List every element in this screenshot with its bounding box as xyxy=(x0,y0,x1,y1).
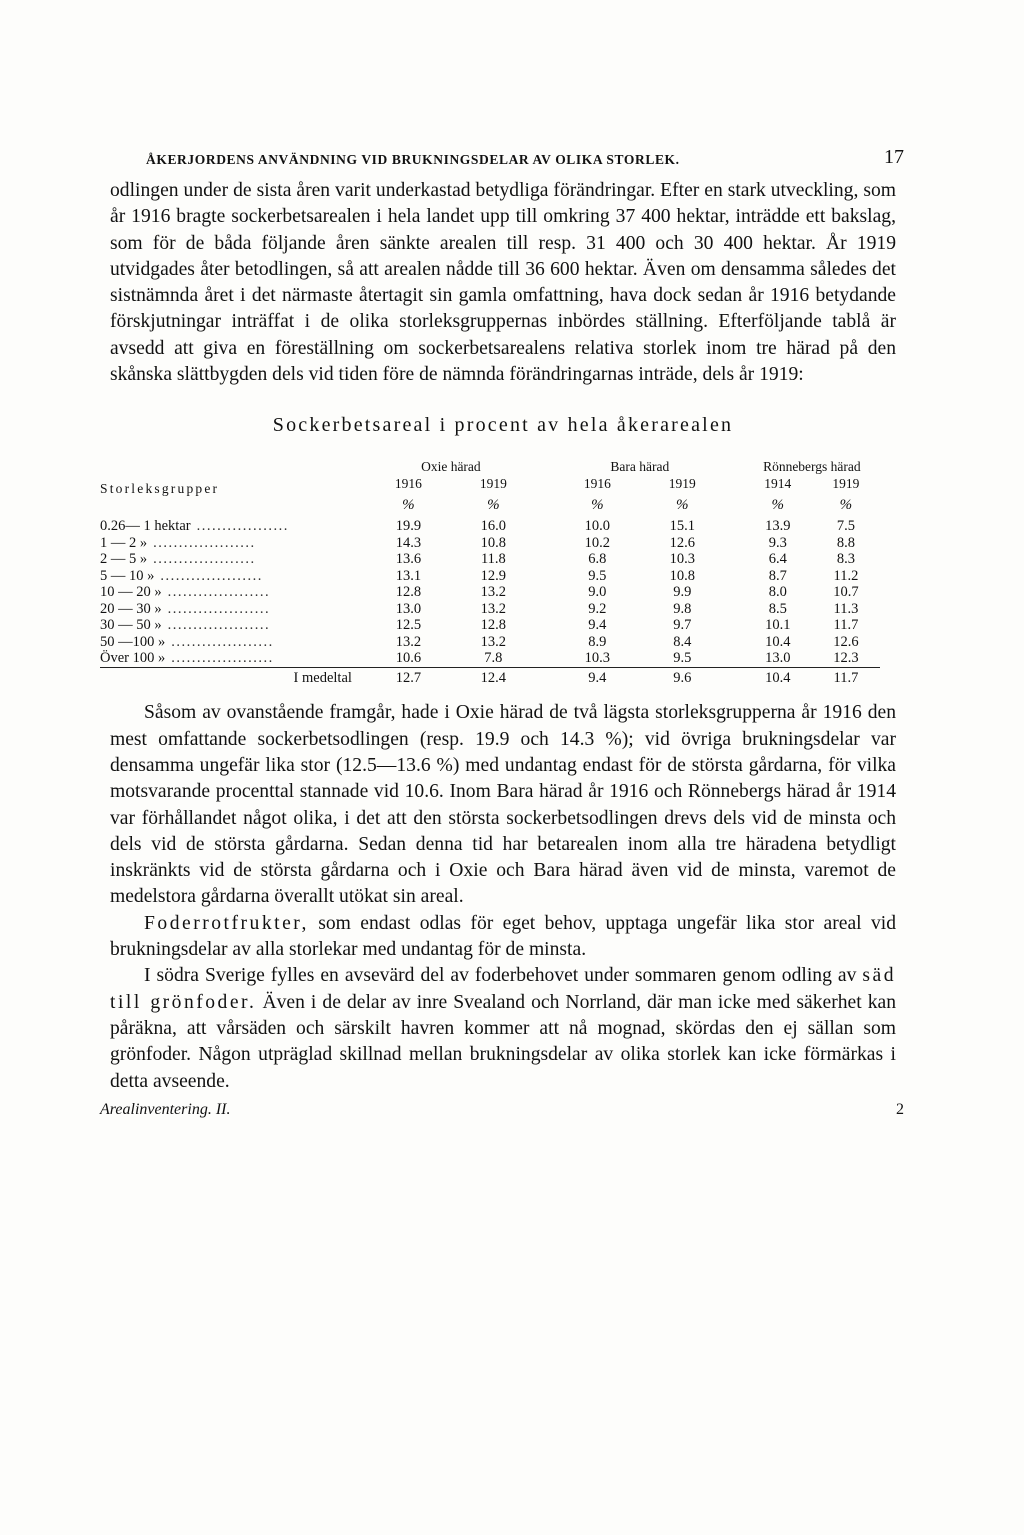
value-cell: 13.2 xyxy=(480,633,507,650)
leader-dots: .................... xyxy=(153,534,256,551)
footer-source: Arealinventering. II. xyxy=(100,1100,231,1118)
paragraph-analysis: Såsom av ovanstående framgår, hade i Oxie härad de två lägsta storleksgrupperna år 1916 den mest omfattande sockerbetsodlingen (resp. 19.9 och 14.3 %); vid övriga brukningsdelar var densamma ungefär lika stor (12.5—13.6 %) med undantag endast för de största gårdarna, för vilka motsvarande procenttal stannade vid 10.6. Inom Bara härad år 1916 och Rönnebergs härad år 1914 var förhållandet något olika, i det att den största sockerbetsodlingen drevs dels vid de minsta och dels vid de största gårdarna. Sedan denna tid har betarealen inom alla tre häradena betydligt inskränkts vid de största gårdarna och i Oxie och Bara härad även vid de minsta, varemot de medelstora gårdarna överallt utökat sin areal. xyxy=(110,702,896,908)
leader-dots: .................... xyxy=(167,600,271,617)
leader-dots: .................... xyxy=(167,584,271,601)
value-cell: 11.7 xyxy=(833,617,859,634)
size-group: 10 — 20 » xyxy=(100,584,162,601)
value-cell: 9.0 xyxy=(588,584,607,601)
percent-unit: % xyxy=(487,497,500,514)
table-row xyxy=(100,634,880,651)
total-cell: 10.4 xyxy=(765,669,791,686)
size-group: 2 — 5 » xyxy=(100,551,148,568)
region-ronneberg: Rönnebergs härad xyxy=(763,459,861,475)
value-cell: 13.2 xyxy=(480,584,507,601)
value-cell: 13.2 xyxy=(395,633,422,650)
row-label xyxy=(100,568,366,585)
percent-unit: % xyxy=(839,497,853,514)
spaced-term: säd till grönfoder. xyxy=(110,965,896,1013)
value-cell: 15.1 xyxy=(669,518,695,535)
leader-dots: .................... xyxy=(160,567,263,584)
size-group: 30 — 50 » xyxy=(100,617,162,634)
leader-dots: .................. xyxy=(196,518,289,535)
value-cell: 9.9 xyxy=(673,584,692,601)
value-cell: 10.8 xyxy=(669,567,695,584)
value-cell: 9.8 xyxy=(673,600,692,617)
paragraph-green-fodder xyxy=(110,963,896,1094)
leader-dots: .................... xyxy=(171,633,274,650)
table-row xyxy=(100,584,880,601)
percent-unit: % xyxy=(402,497,415,514)
value-cell: 12.9 xyxy=(480,567,507,584)
group-label: Storleksgrupper xyxy=(100,480,220,496)
row-label xyxy=(100,518,366,535)
value-cell: 16.0 xyxy=(480,518,507,535)
value-cell: 8.8 xyxy=(836,534,855,551)
year-header: 1919 xyxy=(479,475,507,491)
value-cell: 10.3 xyxy=(669,551,695,568)
value-cell: 11.3 xyxy=(833,600,859,617)
region-oxie: Oxie härad xyxy=(421,459,481,475)
value-cell: 8.3 xyxy=(836,551,855,568)
table-row xyxy=(100,551,880,568)
paragraph-intro: odlingen under de sista åren varit underkastad betydliga förändringar. Efter en stark utveckling, som år 1916 bragte sockerbetsarealen i hela landet upp till omkring 37 400 hektar, inträdde ett bakslag, som för de båda följande åren sänkte arealen till resp. 31 400 och 30 400 hektar. År 1919 utvidgades åter betodlingen, så att arealen nådde till 36 600 hektar. Även om densamma således det sistnämnda året i det närmaste återtagit sin gamla omfattning, hava dock sedan år 1916 betydande förskjutningar inträffat i de olika storleksgruppernas inbördes ställning. Efterföljande tablå är avsedd att giva en föreställning om sockerbetsarealens relativa storlek inom tre härad på den skånska slättbygden dels vid tiden före de nämnda förändringarnas inträde, dels år 1919: xyxy=(110,180,896,386)
row-label xyxy=(100,584,366,601)
size-group: 1 — 2 » xyxy=(100,534,148,551)
row-label xyxy=(100,601,366,618)
value-cell: 12.3 xyxy=(833,650,859,667)
value-cell: 11.8 xyxy=(480,551,506,568)
total-cell: 12.7 xyxy=(395,669,422,686)
table-row xyxy=(100,535,880,552)
value-cell: 10.3 xyxy=(584,650,610,667)
value-cell: 10.6 xyxy=(395,650,422,667)
table-total-row xyxy=(100,670,880,687)
value-cell: 12.8 xyxy=(395,584,422,601)
year-header: 1914 xyxy=(764,475,792,491)
year-header: 1916 xyxy=(583,475,611,491)
page-number: 17 xyxy=(884,146,904,168)
total-cell: 12.4 xyxy=(480,669,507,686)
value-cell: 12.6 xyxy=(833,633,859,650)
value-cell: 13.1 xyxy=(395,567,422,584)
size-group: 50 —100 » xyxy=(100,633,166,650)
total-cell: 9.6 xyxy=(673,669,692,686)
value-cell: 12.6 xyxy=(669,534,695,551)
value-cell: 10.2 xyxy=(584,534,610,551)
table-row xyxy=(100,601,880,618)
table-title: Sockerbetsareal i procent av hela åkerarealen xyxy=(272,414,734,437)
size-group: 0.26— 1 hektar xyxy=(100,518,191,535)
value-cell: 11.2 xyxy=(833,567,859,584)
value-cell: 13.0 xyxy=(765,650,791,667)
size-group: 20 — 30 » xyxy=(100,600,162,617)
percent-unit: % xyxy=(676,497,689,514)
value-cell: 10.1 xyxy=(765,617,791,634)
value-cell: 8.4 xyxy=(673,633,692,650)
year-header: 1919 xyxy=(832,475,860,491)
value-cell: 7.8 xyxy=(484,650,503,667)
value-cell: 6.4 xyxy=(768,551,787,568)
value-cell: 10.7 xyxy=(833,584,859,601)
value-cell: 7.5 xyxy=(836,518,855,535)
value-cell: 10.8 xyxy=(480,534,507,551)
footer-signature: 2 xyxy=(896,1100,904,1118)
row-label xyxy=(100,617,366,634)
value-cell: 8.0 xyxy=(768,584,787,601)
page-footer xyxy=(100,1100,904,1131)
value-cell: 9.7 xyxy=(673,617,692,634)
value-cell: 10.0 xyxy=(584,518,610,535)
table-row xyxy=(100,568,880,585)
year-header: 1916 xyxy=(394,475,422,491)
value-cell: 19.9 xyxy=(395,518,422,535)
value-cell: 9.5 xyxy=(673,650,692,667)
paragraph-text: som endast odlas för eget behov, upptaga ungefär lika stor areal vid brukningsdelar av alla storlekar med undantag för de minsta. xyxy=(110,912,896,961)
value-cell: 9.2 xyxy=(588,600,607,617)
percent-unit: % xyxy=(591,497,604,514)
leader-dots: .................... xyxy=(153,551,256,568)
year-header: 1919 xyxy=(668,475,696,491)
total-cell: 9.4 xyxy=(588,669,607,686)
paragraph-text: I södra Sverige fylles en avsevärd del av foderbehovet under sommaren genom odling av xyxy=(144,965,863,987)
page xyxy=(100,146,904,1131)
value-cell: 9.3 xyxy=(768,534,787,551)
value-cell: 8.5 xyxy=(768,600,787,617)
percent-unit: % xyxy=(771,497,785,514)
value-cell: 8.7 xyxy=(768,567,787,584)
table-row xyxy=(100,650,880,667)
size-group: Över 100 » xyxy=(100,650,166,667)
value-cell: 13.2 xyxy=(480,600,507,617)
value-cell: 9.4 xyxy=(588,617,607,634)
value-cell: 12.5 xyxy=(395,617,422,634)
leader-dots: .................... xyxy=(167,617,271,634)
row-label xyxy=(100,535,366,552)
total-cell: 11.7 xyxy=(833,669,859,686)
running-header xyxy=(110,146,904,178)
value-cell: 13.6 xyxy=(395,551,422,568)
row-label xyxy=(100,551,366,568)
table-header-regions xyxy=(100,459,880,476)
size-group: 5 — 10 » xyxy=(100,567,155,584)
sugar-beet-table xyxy=(100,459,880,686)
value-cell: 13.9 xyxy=(765,518,791,535)
region-bara: Bara härad xyxy=(610,459,670,475)
spaced-term: Foderrotfrukter, xyxy=(144,912,309,934)
value-cell: 6.8 xyxy=(588,551,607,568)
table-row xyxy=(100,518,880,535)
value-cell: 10.4 xyxy=(765,633,791,650)
paragraph-fodder-roots xyxy=(110,911,896,964)
table-row xyxy=(100,617,880,634)
running-title: ÅKERJORDENS ANVÄNDNING VID BRUKNINGSDELAR AV OLIKA STORLEK. xyxy=(146,152,680,167)
paragraph-text: Även i de delar av inre Svealand och Norrland, där man icke med säkerhet kan påräkna, att vårsäden och särskilt havren kommer att nå mognad, skördas den ej sällan som grönfoder. Någon utpräglad skillnad mellan brukningsdelar av olika storlek kan icke förmärkas i detta avseende. xyxy=(110,991,897,1092)
leader-dots: .................... xyxy=(171,650,274,667)
value-cell: 9.5 xyxy=(588,567,607,584)
row-label xyxy=(100,634,366,651)
row-label xyxy=(100,650,366,667)
value-cell: 13.0 xyxy=(395,600,422,617)
value-cell: 8.9 xyxy=(588,633,607,650)
total-label: I medeltal xyxy=(293,669,352,686)
value-cell: 12.8 xyxy=(480,617,507,634)
value-cell: 14.3 xyxy=(395,534,422,551)
